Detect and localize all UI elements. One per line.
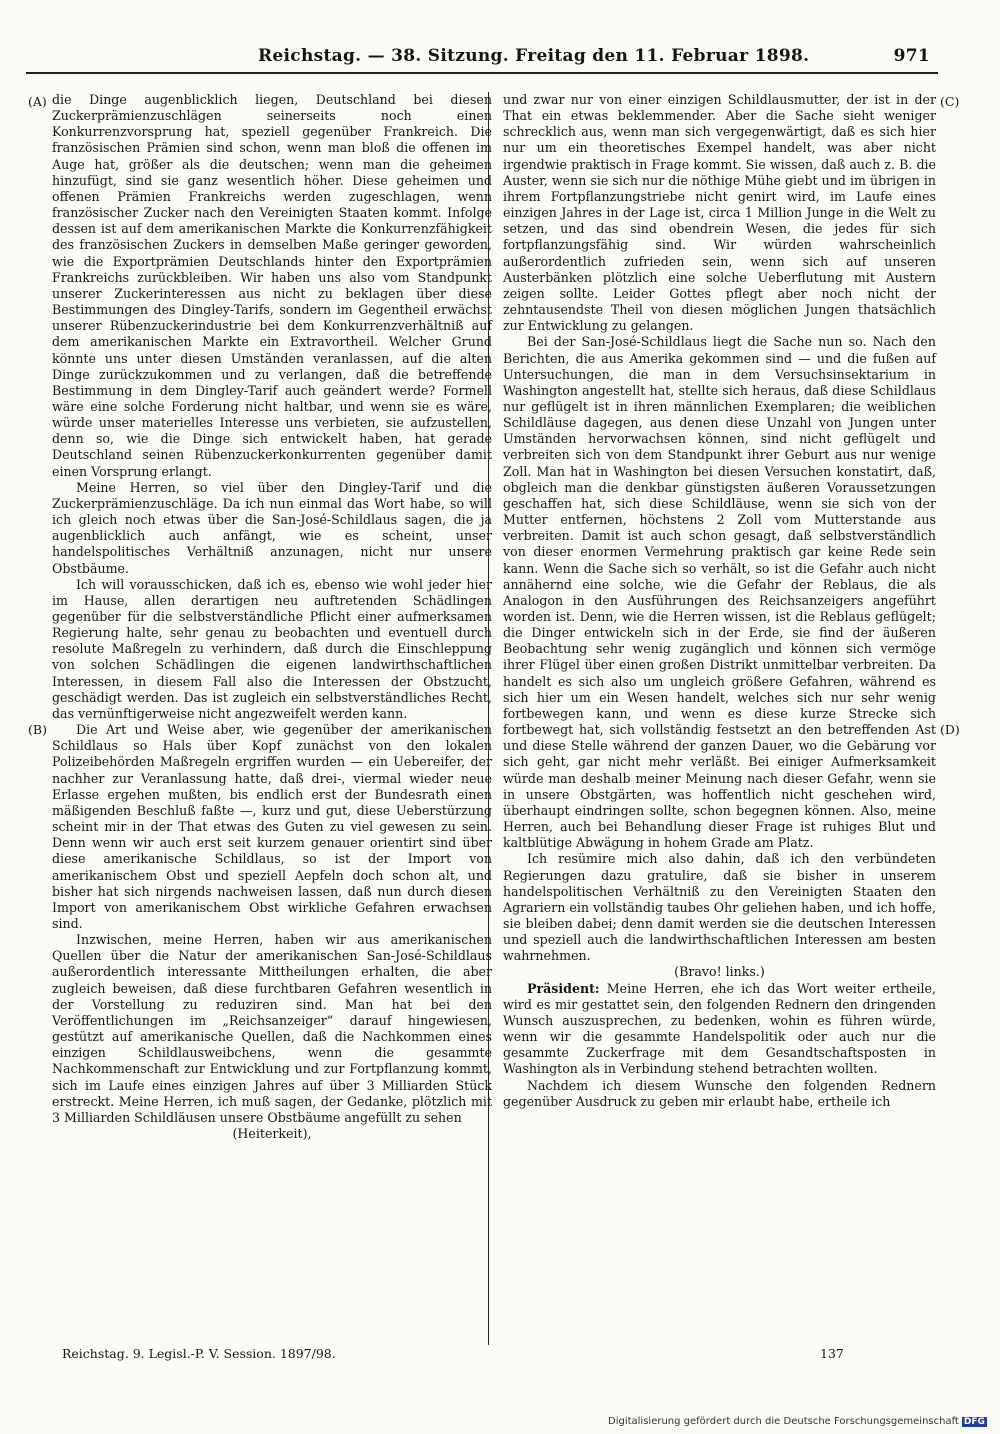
margin-marker-a: (A) (28, 94, 47, 109)
running-title: Reichstag. — 38. Sitzung. Freitag den 11. Februar 1898. (258, 46, 810, 66)
interjection-heiterkeit: (Heiterkeit), (232, 1126, 312, 1141)
column-divider (488, 92, 489, 1345)
header-rule (26, 72, 938, 74)
paragraph: die Dinge augenblicklich liegen, Deutschland bei diesen Zuckerprämienzuschlägen seinerseits noch einen Konkurrenzvorsprung hat, speziell gegenüber Frankreich. Die französischen Prämien sind schon, wenn man bloß die offenen im Auge hat, größer als die deutschen; wenn man die geheimen hinzufügt, sind sie ganz wesentlich höher. Diese geheimen und offenen Prämien Frankreichs werden zugeschlagen, wenn französischer Zucker nach den Vereinigten Staaten kommt. Infolge dessen ist auf dem amerikanischen Markte die Konkurrenzfähigkeit des französischen Zuckers in demselben Maße geringer geworden, wie die Exportprämien Deutschlands hinter den Exportprämien Frankreichs zurückbleiben. Wir haben uns also vom Standpunkt unserer Zuckerinteressen aus nicht zu beklagen über diese Bestimmungen des Dingley-Tarifs, sondern im Gegentheil erwächst unserer Rübenzuckerindustrie bei dem Konkurrenzverhältniß auf dem amerikanischen Markte ein Extravortheil. Welcher Grund könnte uns unter diesen Umständen veranlassen, auf die alten Dinge zurückzukommen und zu verlangen, daß die betreffende Bestimmung in dem Dingley-Tarif auch geändert werde? Formell wäre eine solche Forderung nicht haltbar, und wenn sie es wäre, würde unser materielles Interesse uns verbieten, sie aufzustellen, denn so, wie die Dinge sich entwickelt haben, hat gerade Deutschland seinen Rübenzuckerkonkurrenten gegenüber damit einen Vorsprung erlangt. (52, 92, 492, 479)
paragraph: und zwar nur von einer einzigen Schildlausmutter, der ist in der That ein etwas beklemmender. Aber die Sache sieht weniger schrecklich aus, wenn man sich vergegenwärtigt, daß es sich hier nur um ein theoretisches Exempel handelt, was aber nicht irgendwie praktisch in Frage kommt. Sie wissen, daß auch z. B. die Auster, wenn sie sich nur die nöthige Mühe giebt und im übrigen in ihrem Fortpflanzungstriebe nicht genirt wird, im Laufe eines einzigen Jahres in der Lage ist, circa 1 Million Junge in die Welt zu setzen, und das sind obendrein Wesen, die jedes für sich fortpflanzungsfähig sind. Wir würden wahrscheinlich außerordentlich zufrieden sein, wenn sich auf unseren Austerbänken plötzlich eine solche Ueberflutung mit Austern zeigen sollte. Leider Gottes pflegt aber noch nicht der zehntausendste Theil von diesen möglichen Jungen thatsächlich zur Entwicklung zu gelangen. (503, 92, 936, 334)
page-number: 971 (893, 46, 930, 66)
paragraph: Nachdem ich diesem Wunsche den folgenden Rednern gegenüber Ausdruck zu geben mir erlaubt habe, ertheile ich (503, 1077, 936, 1109)
footer-session-info: Reichstag. 9. Legisl.-P. V. Session. 1897/98. (62, 1346, 336, 1361)
president-paragraph (503, 981, 936, 1078)
paragraph: Inzwischen, meine Herren, haben wir aus amerikanischen Quellen über die Natur der amerikanischen San-José-Schildlaus außerordentlich interessante Mittheilungen erhalten, die aber zugleich beweisen, daß diese furchtbaren Gefahren wesentlich in der Vorstellung zu reduziren sind. Man hat bei den Veröffentlichungen im „Reichsanzeiger“ darauf hingewiesen, gestützt auf amerikanische Quellen, daß die Nachkommen eines einzigen Schildlausweibchens, wenn die gesammte Nachkommenschaft zur Entwicklung und zur Fortpflanzung kommt, sich im Laufe eines einzigen Jahres auf über 3 Milliarden Stück erstreckt. Meine Herren, ich muß sagen, der Gedanke, plötzlich mit 3 Milliarden Schildläusen unsere Obstbäume angefüllt zu sehen (52, 932, 492, 1125)
left-column (52, 92, 492, 1142)
paragraph: Ich will vorausschicken, daß ich es, ebenso wie wohl jeder hier im Hause, allen derartigen neu auftretenden Schädlingen gegenüber für die selbstverständliche Pflicht einer aufmerksamen Regierung halte, sehr genau zu beobachten und eventuell durch resolute Maßregeln zu verhindern, daß durch die Einschleppung von solchen Schädlingen die eigenen landwirthschaftlichen Interessen, in diesem Fall also die Interessen der Obstzucht, geschädigt werden. Das ist zugleich ein selbstverständliches Recht, das vernünftigerweise nicht angezweifelt werden kann. (52, 576, 492, 721)
credit-text: Digitalisierung gefördert durch die Deutsche Forschungsgemeinschaft (608, 1416, 959, 1427)
margin-marker-c: (C) (940, 94, 960, 109)
digitization-credit (608, 1416, 987, 1427)
footer-signature-number: 137 (820, 1346, 844, 1361)
paragraph: Die Art und Weise aber, wie gegenüber der amerikanischen Schildlaus so Hals über Kopf zunächst von den lokalen Polizeibehörden Maßregeln ergriffen wurden — ein Uebereifer, der nachher zur Veranlassung hatte, daß drei-, viermal wieder neue Erlasse ergehen mußten, bis endlich erst der Bundesrath einen mäßigenden Beschluß faßte —, kurz und gut, diese Ueberstürzung scheint mir in der That etwas des Guten zu viel gewesen zu sein. Denn wenn wir auch erst seit kurzem genauer orientirt sind über diese amerikanische Schildlaus, so ist der Import von amerikanischem Obst und speziell Aepfeln doch schon alt, und bisher hat sich nirgends nachweisen lassen, daß nun durch diesen Import von amerikanischem Obst wirkliche Gefahren erwachsen sind. (52, 722, 492, 931)
paragraph: Bei der San-José-Schildlaus liegt die Sache nun so. Nach den Berichten, die aus Amerika gekommen sind — und die fußen auf Untersuchungen, die man in dem Versuchsinsektarium in Washington angestellt hat, stellte sich heraus, daß diese Schildlaus nur geflügelt ist in ihren männlichen Exemplaren; die weiblichen Schildläuse dagegen, aus denen diese Unzahl von Jungen unter Umständen hervorwachsen können, sind nicht geflügelt und verbreiten sich von dem Standpunkt ihrer Geburt aus nur wenige Zoll. Man hat in Washington bei diesen Versuchen konstatirt, daß, obgleich man die denkbar günstigsten äußeren Voraussetzungen geschaffen hat, sich diese Schildläuse, wenn sie sich von der Mutter entfernen, höchstens 2 Zoll vom Mutterstande aus verbreiten. Damit ist auch schon gesagt, daß selbstverständlich von dieser enormen Vermehrung praktisch gar keine Rede sein kann. Wenn die Sache sich so verhält, so ist die Gefahr auch nicht annähernd eine solche, wie die Gefahr der Reblaus, die als Analogon in den Ausführungen des Reichsanzeigers angeführt worden ist. Denn, wie die Herren wissen, ist die Reblaus geflügelt; die Dinger entwickeln sich in der Erde, sie find der äußeren Beobachtung sehr wenig zugänglich und können sich vermöge ihrer Flügel über einen großen Distrikt unmittelbar verbreiten. Da handelt es sich also um ungleich größere Gefahren, während es sich hier um ein Wesen handelt, welches sich nur sehr wenig fortbewegen kann, und wenn es diese kurze Strecke sich fortbewegt hat, sich vollständig festsetzt an den betreffenden Ast und diese Stelle während der ganzen Dauer, wo die Gebärung vor sich geht, gar nicht mehr verläßt. Bei einiger Aufmerksamkeit würde man deshalb meiner Meinung nach dieser Gefahr, wenn sie in unsere Obstgärten, was hoffentlich nicht geschehen wird, überhaupt eindringen sollte, schon begegnen können. Also, meine Herren, auch bei Behandlung dieser Frage ist ruhiges Blut und kaltblütige Abwägung in hohem Grade am Platz. (503, 334, 936, 851)
margin-marker-d: (D) (940, 722, 960, 737)
dfg-logo-icon: DFG (963, 1417, 985, 1427)
president-text: Meine Herren, ehe ich das Wort weiter ertheile, wird es mir gestattet sein, den folgenden Rednern den dringenden Wunsch auszusprechen, zu bedenken, wohin es führen würde, wenn wir die gesammte Handelspolitik oder auch nur die gesammte Zuckerfrage mit dem Gesandtschaftsposten in Washington als in Verbindung stehend betrachten wollten. (503, 980, 936, 1077)
margin-marker-b: (B) (28, 722, 47, 737)
president-label: Präsident: (527, 980, 600, 996)
interjection-bravo: (Bravo! links.) (674, 964, 765, 980)
paragraph: Ich resümire mich also dahin, daß ich den verbündeten Regierungen dazu gratulire, daß sie bisher in unserem handelspolitischen Verhältniß zu den Vereinigten Staaten den Agrariern ein vollständig taubes Ohr geliehen haben, und ich hoffe, sie bleiben dabei; denn damit werden sie die deutschen Interessen und speziell auch die landwirthschaftlichen Interessen am besten wahrnehmen. (503, 851, 936, 964)
paragraph: Meine Herren, so viel über den Dingley-Tarif und die Zuckerprämienzuschläge. Da ich nun einmal das Wort habe, so will ich gleich noch etwas über die San-José-Schildlaus sagen, die ja augenblicklich auch anfängt, wie es scheint, unser handelspolitisches Verhältniß anzunagen, nicht nur unsere Obstbäume. (52, 479, 492, 576)
right-column (503, 92, 936, 1110)
page-header (258, 38, 930, 72)
